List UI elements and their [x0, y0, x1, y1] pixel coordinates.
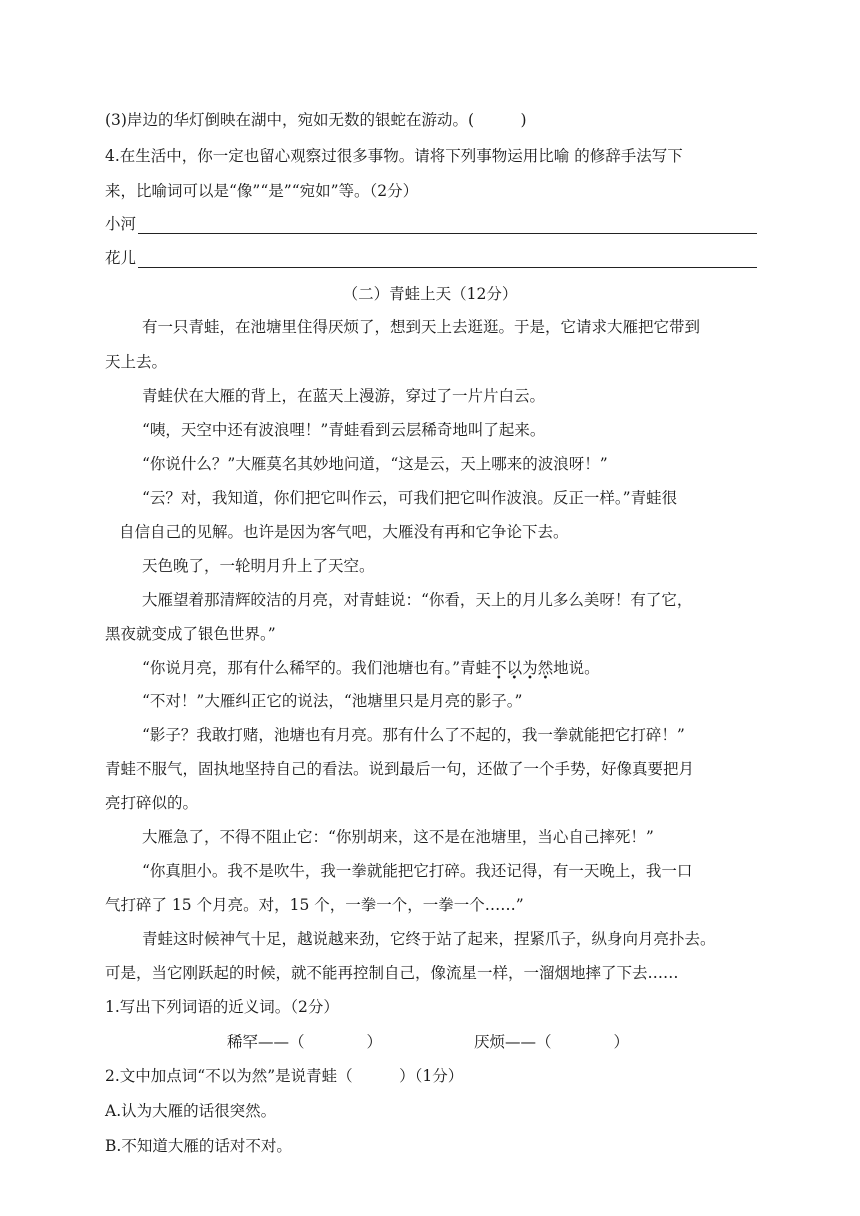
story-paragraph-13-line-1: 青蛙这时候神气十足，越说越来劲，它终于站了起来，捏紧爪子，纵身向月亮扑去。 — [142, 930, 716, 948]
story-paragraph-1-line-2: 天上去。 — [105, 353, 168, 371]
story-paragraph-7-line-2: 黑夜就变成了银色世界。” — [105, 625, 276, 643]
story-paragraph-12-line-1: “你真胆小。我不是吹牛，我一拳就能把它打碎。我还记得，有一天晚上，我一口 — [142, 862, 693, 880]
synonym-blank-1[interactable]: 稀罕——（ ） — [227, 1033, 383, 1051]
question-2: 2.文中加点词“不以为然”是说青蛙（ ）（1分） — [105, 1067, 464, 1085]
story-paragraph-2: 青蛙伏在大雁的背上，在蓝天上漫游，穿过了一片片白云。 — [142, 387, 546, 405]
blank-label-river: 小河 — [105, 215, 137, 233]
answer-blank-river[interactable] — [105, 212, 757, 234]
question-4-line-1: 4.在生活中，你一定也留心观察过很多事物。请将下列事物运用比喻 的修辞手法写下 — [105, 147, 683, 165]
story-paragraph-3: “咦，天空中还有波浪哩！”青蛙看到云层稀奇地叫了起来。 — [142, 421, 546, 439]
story-paragraph-6: 天色晚了，一轮明月升上了天空。 — [142, 557, 375, 575]
dotted-char: 然 — [537, 659, 554, 677]
dotted-char: 以 — [506, 659, 523, 677]
p8-text-before: “你说月亮，那有什么稀罕的。我们池塘也有。”青蛙 — [142, 659, 492, 677]
story-paragraph-5-line-1: “云？对，我知道，你们把它叫作云，可我们把它叫作波浪。反正一样。”青蛙很 — [142, 489, 678, 507]
story-paragraph-4: “你说什么？”大雁莫名其妙地问道，“这是云，天上哪来的波浪呀！” — [142, 455, 608, 473]
blank-label-flower: 花儿 — [105, 249, 137, 267]
story-paragraph-11: 大雁急了，不得不阻止它：“你别胡来，这不是在池塘里，当心自己摔死！” — [142, 828, 654, 846]
question-4-line-2: 来，比喻词可以是“像”“是”“宛如”等。（2分） — [105, 182, 419, 200]
story-paragraph-12-line-2: 气打碎了 15 个月亮。对，15 个，一拳一个，一拳一个……” — [105, 896, 524, 914]
story-paragraph-10-line-2: 青蛙不服气，固执地坚持自己的看法。说到最后一句，还做了一个手势，好像真要把月 — [105, 760, 695, 778]
section-title: （二）青蛙上天（12分） — [342, 285, 518, 303]
option-a[interactable]: A.认为大雁的话很突然。 — [105, 1102, 277, 1120]
question-1: 1.写出下列词语的近义词。（2分） — [105, 998, 339, 1016]
story-paragraph-7-line-1: 大雁望着那清辉皎洁的月亮，对青蛙说：“你看，天上的月儿多么美呀！有了它， — [142, 591, 693, 609]
dotted-char: 不 — [491, 659, 507, 677]
story-paragraph-1-line-1: 有一只青蛙，在池塘里住得厌烦了，想到天上去逛逛。于是，它请求大雁把它带到 — [142, 318, 701, 336]
story-paragraph-10-line-1: “影子？我敢打赌，池塘也有月亮。那有什么了不起的，我一拳就能把它打碎！” — [142, 726, 685, 744]
story-paragraph-9: “不对！”大雁纠正它的说法，“池塘里只是月亮的影子。” — [142, 692, 523, 710]
story-paragraph-10-line-3: 亮打碎似的。 — [105, 794, 199, 812]
story-paragraph-8 — [142, 658, 600, 678]
answer-blank-flower[interactable] — [105, 246, 757, 268]
option-b[interactable]: B.不知道大雁的话对不对。 — [105, 1137, 292, 1155]
question-3-sentence: (3)岸边的华灯倒映在湖中，宛如无数的银蛇在游动。( ) — [105, 111, 527, 129]
synonym-blank-2[interactable]: 厌烦——（ ） — [474, 1033, 630, 1051]
dotted-char: 为 — [522, 659, 538, 677]
answer-line[interactable] — [138, 217, 757, 234]
story-paragraph-5-line-2: 自信自己的见解。也许是因为客气吧，大雁没有再和它争论下去。 — [119, 523, 569, 541]
story-paragraph-13-line-2: 可是，当它刚跃起的时候，就不能再控制自己，像流星一样，一溜烟地摔了下去…… — [105, 964, 679, 982]
p8-text-after: 地说。 — [553, 659, 600, 677]
answer-line[interactable] — [138, 251, 757, 268]
